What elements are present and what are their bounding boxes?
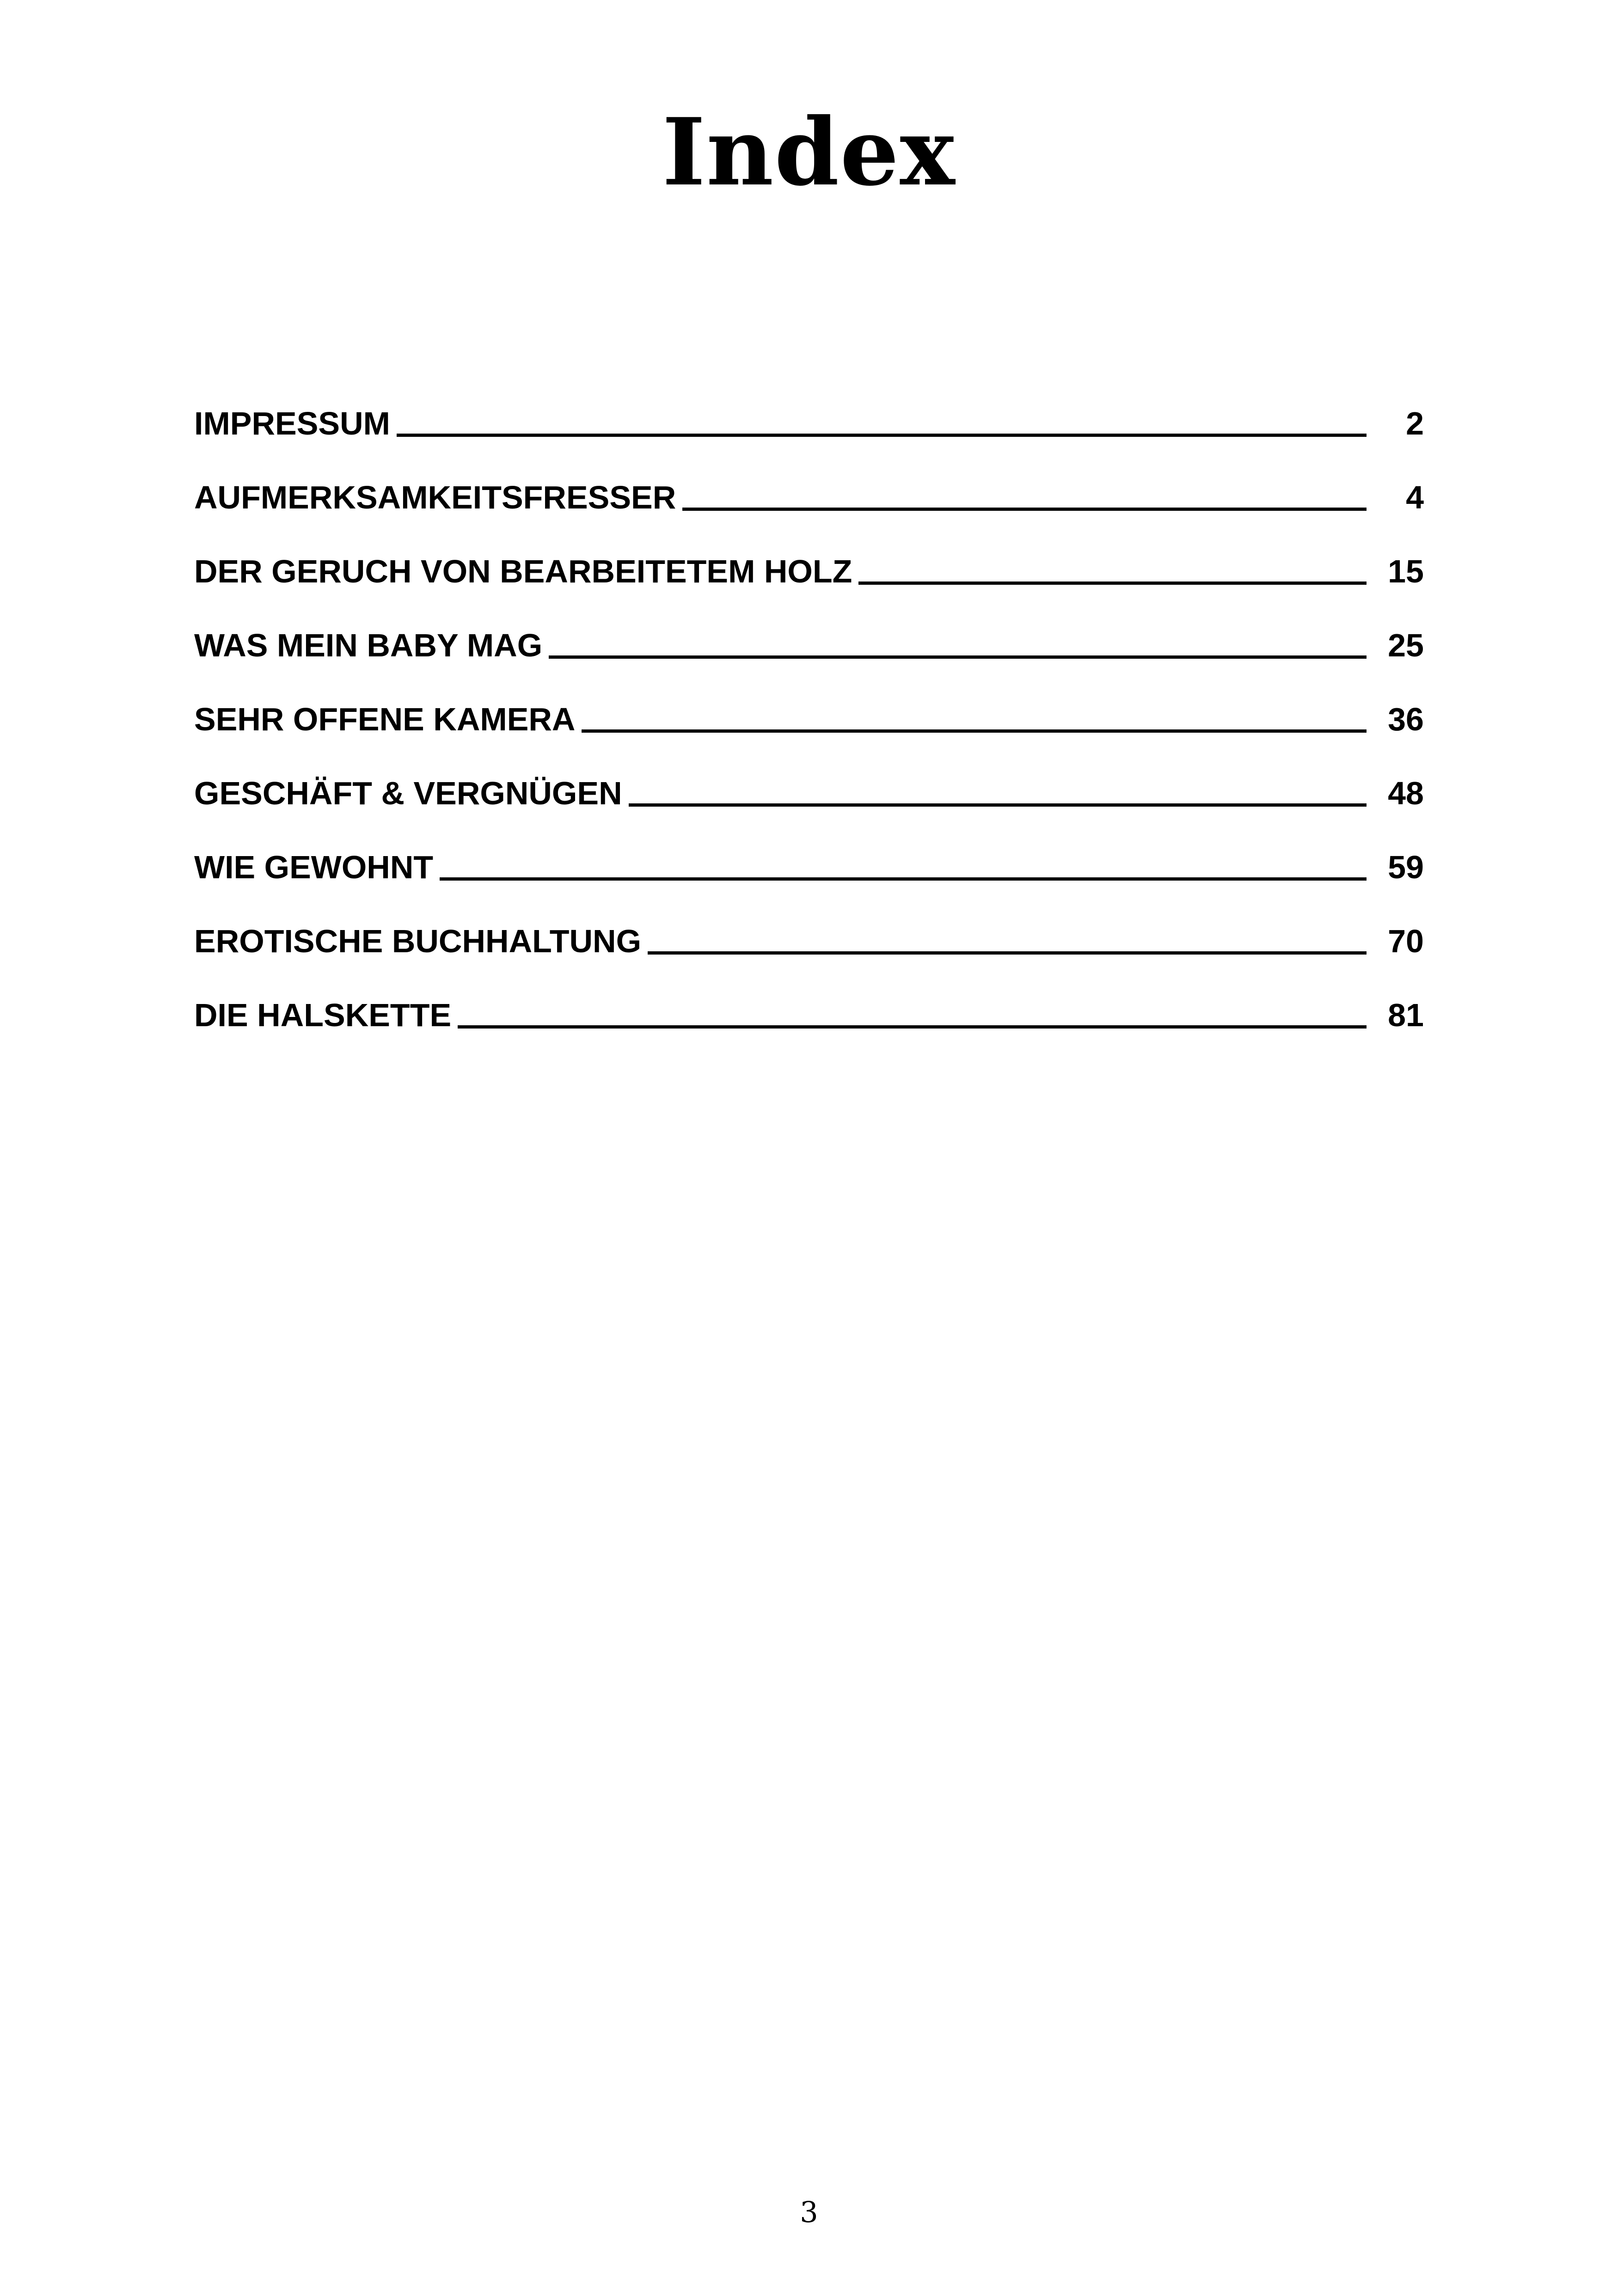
toc-leader-line [397,434,1367,437]
toc-entry [194,959,1424,1033]
toc-entry [194,663,1424,737]
toc-entry-title: SEHR OFFENE KAMERA [194,701,576,737]
toc-entry-title: DER GERUCH VON BEARBEITETEM HOLZ [194,553,852,589]
toc-leader-line [440,877,1367,881]
toc-entry-page: 81 [1388,997,1424,1033]
page-title: Index [662,98,956,207]
toc-entry-page: 15 [1388,553,1424,589]
toc-leader-line [582,729,1367,733]
toc-entry-page: 4 [1406,479,1424,515]
toc-leader-line [549,655,1367,659]
toc-entry-title: GESCHÄFT & VERGNÜGEN [194,775,622,811]
toc-entry-page: 48 [1388,775,1424,811]
toc-entry [194,885,1424,959]
toc-leader-line [458,1025,1367,1029]
table-of-contents [194,367,1424,1033]
toc-entry-page: 70 [1388,923,1424,959]
toc-leader-line [682,508,1367,511]
toc-entry-title: DIE HALSKETTE [194,997,452,1033]
toc-entry-page: 36 [1388,701,1424,737]
toc-entry-page: 2 [1406,405,1424,441]
toc-leader-line [648,951,1367,955]
toc-entry [194,367,1424,441]
toc-leader-line [629,803,1367,807]
toc-entry [194,515,1424,589]
toc-entry [194,589,1424,663]
toc-entry-title: IMPRESSUM [194,405,390,441]
toc-leader-line [858,582,1367,585]
toc-entry-title: EROTISCHE BUCHHALTUNG [194,923,642,959]
page-number: 3 [800,2195,818,2229]
toc-entry [194,737,1424,811]
toc-entry-title: AUFMERKSAMKEITSFRESSER [194,479,676,515]
toc-entry [194,811,1424,885]
toc-entry-title: WIE GEWOHNT [194,849,434,885]
toc-entry [194,441,1424,515]
toc-entry-page: 59 [1388,849,1424,885]
toc-entry-title: WAS MEIN BABY MAG [194,627,543,663]
toc-entry-page: 25 [1388,627,1424,663]
